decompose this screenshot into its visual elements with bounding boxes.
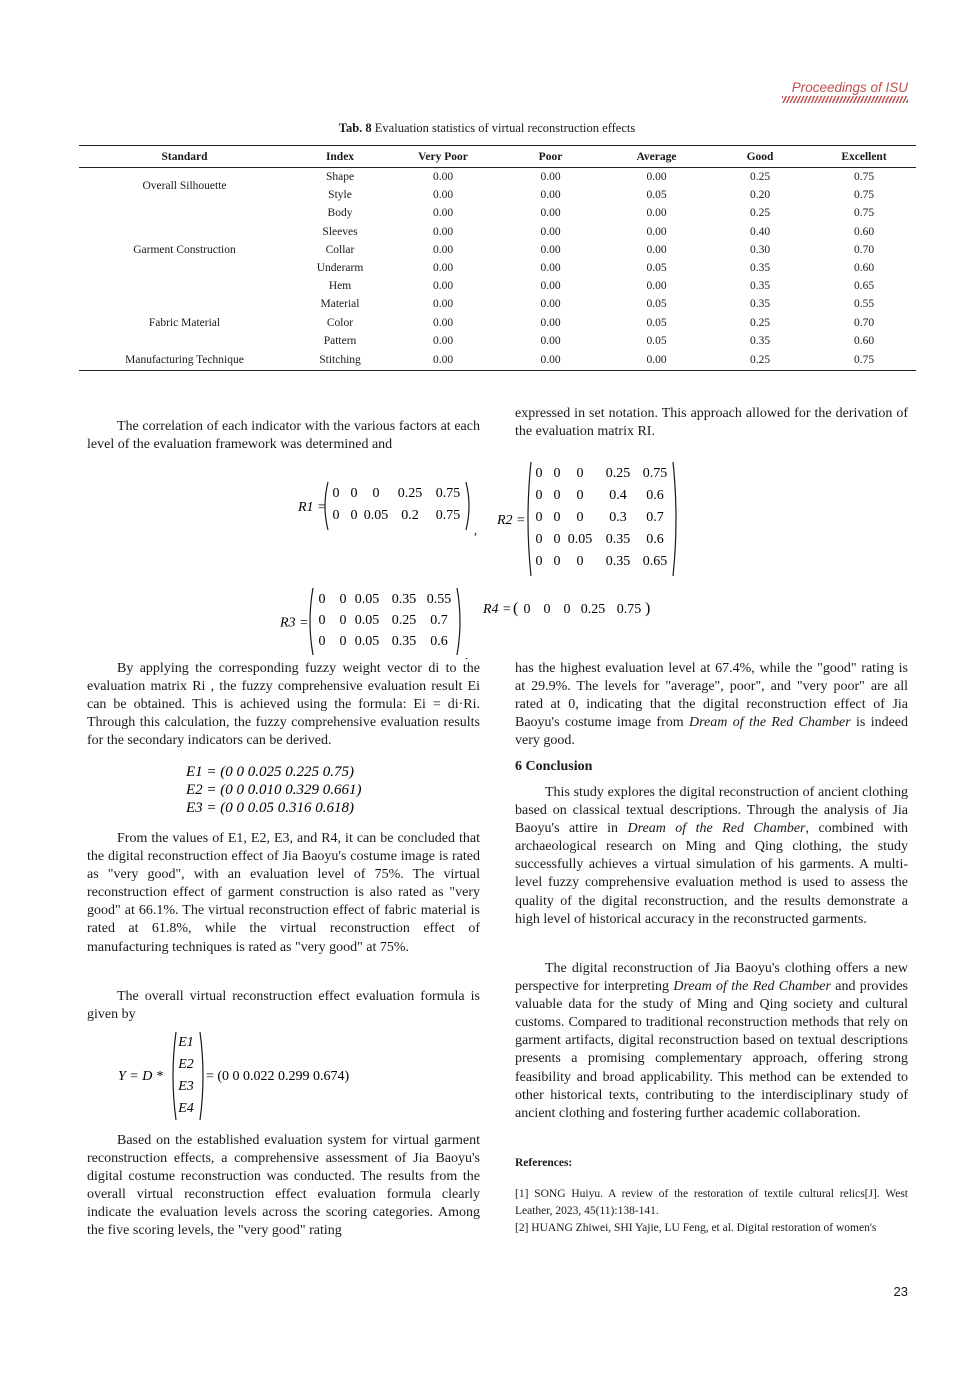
conclusion-paragraph-2 — [515, 960, 908, 1123]
section-title — [515, 758, 908, 776]
table-row — [79, 350, 916, 371]
value-cell: 0.00 — [432, 189, 454, 202]
matrix-r1-svg — [298, 478, 493, 538]
matrix-entry: 0 — [339, 592, 347, 607]
left-paragraph-2 — [87, 660, 480, 750]
paragraph-text: By applying the corresponding fuzzy weight vector di to the evaluation matrix Ri , the fuzzy comprehensive evaluation result Ei can be obtained. This is achieved using the formula: Ei = di·Ri. Through this calculation, the fuzzy comprehensive evaluation results for the secondary indicators can be derived. — [87, 661, 480, 749]
paragraph-text: The overall virtual reconstruction effect evaluation formula is given by — [87, 989, 480, 1023]
matrix-entry: 0.05 — [354, 634, 380, 649]
value-cell: 0.00 — [540, 262, 561, 275]
value-cell: 0.00 — [540, 207, 561, 220]
value-cell: 0.00 — [432, 316, 454, 329]
equations-e — [186, 760, 426, 825]
value-cell: 0.00 — [540, 189, 561, 202]
comma: , — [681, 569, 684, 576]
matrix-entry: 0 — [553, 488, 561, 503]
matrix-entry: 0 — [535, 554, 543, 569]
matrix-entry: 0.35 — [605, 532, 631, 547]
matrix-entry: 0.65 — [642, 554, 668, 569]
formula-rhs: = (0 0 0.022 0.299 0.674) — [206, 1069, 350, 1084]
matrix-entry: 0 — [318, 634, 326, 649]
index-cell: Color — [326, 316, 354, 329]
value-cell: 0.25 — [749, 207, 771, 220]
value-cell: 0.75 — [853, 171, 875, 184]
reference-item: [2] HUANG Zhiwei, SHI Yajie, LU Feng, et al. Digital restoration of women's — [515, 1222, 877, 1235]
value-cell: 0.00 — [432, 262, 454, 275]
matrix-entry: 0.05 — [363, 508, 389, 523]
value-cell: 0.00 — [432, 334, 454, 347]
value-cell: 0.75 — [853, 207, 875, 220]
matrix-r3 — [280, 584, 480, 664]
matrix-entry: 0.3 — [609, 510, 627, 525]
paragraph-text: is indeed very good. — [515, 715, 909, 749]
value-cell: 0.00 — [496, 350, 605, 371]
vector-entry: 0 — [543, 602, 551, 617]
matrix-entry: 0 — [535, 510, 543, 525]
paragraph-text: From the values of E1, E2, E3, and R4, it can be concluded that the digital reconstruction effect of Jia Baoyu's costume image is rated as "very good", with an evaluation level of 75%. The virtual reconstruction effect of garment construction is also rated as "very good" at 66.1%. The virtual reconstruction effect of fabric material is rated at 61.8%, while the virtual reconstruction effect of manufacturing techniques is rated as "very good" at 75%. — [87, 831, 480, 955]
matrix-entry: 0 — [535, 466, 543, 481]
matrix-entry: 0 — [576, 554, 584, 569]
value-cell: 0.00 — [432, 243, 454, 256]
value-cell: 0.00 — [540, 243, 561, 256]
index-cell: Underarm — [316, 262, 364, 275]
matrix-entry: 0.2 — [401, 508, 419, 523]
value-cell: 0.00 — [432, 207, 454, 220]
vector-entry: 0 — [523, 602, 531, 617]
journal-header — [782, 80, 908, 103]
section-heading: 6 Conclusion — [515, 759, 593, 774]
standard-cell: Overall Silhouette — [142, 180, 227, 193]
index-cell: Stitching — [290, 350, 390, 371]
reference-item: [1] SONG Huiyu. A review of the restoration of textile cultural relics[J]. West Leather, 2023, 45(11):138-141. — [515, 1188, 908, 1218]
value-cell: 0.25 — [708, 350, 812, 371]
matrix-bracket — [325, 482, 328, 530]
value-cell: 0.30 — [749, 243, 771, 256]
references — [515, 1154, 908, 1237]
matrix-entry: 0.55 — [426, 592, 452, 607]
table-caption-text: Evaluation statistics of virtual reconstruction effects — [371, 121, 636, 135]
book-title: Dream of the Red Chamber — [673, 979, 831, 995]
matrix-entry: 0.05 — [354, 592, 380, 607]
matrix-entry: 0.35 — [391, 634, 417, 649]
matrix-entry: 0 — [339, 634, 347, 649]
paragraph-text: Based on the established evaluation system for virtual garment reconstruction effects, a comprehensive assessment of Jia Baoyu's digital costume reconstruction was conducted. The results from the overall virtual reconstruction effect evaluation formula clearly indicate the evaluation levels across the scoring categories. Among the five scoring levels, the "very good" rating — [87, 1133, 480, 1239]
table-header-cell: Standard — [79, 146, 290, 168]
value-cell: 0.00 — [432, 225, 454, 238]
value-cell: 0.55 — [853, 298, 875, 311]
value-cell: 0.00 — [540, 171, 561, 184]
matrix-label: R2 = — [497, 513, 526, 528]
value-cell: 0.00 — [540, 316, 561, 329]
book-title: Dream of the Red Chamber — [627, 821, 806, 837]
equation-y-svg — [118, 1028, 418, 1124]
index-cell: Shape — [325, 171, 355, 184]
matrix-entry: 0.25 — [397, 486, 423, 501]
right-paragraph-2 — [515, 660, 908, 750]
value-cell: 0.00 — [540, 280, 561, 293]
matrix-bracket — [528, 462, 531, 576]
equation-line: E3 = (0 0 0.05 0.316 0.618) — [186, 800, 355, 816]
paragraph-text: The digital reconstruction of Jia Baoyu's clothing offers a new perspective for interpreting — [515, 961, 908, 995]
matrix-label: R1 = — [298, 500, 327, 515]
comma: , — [474, 523, 477, 537]
value-cell: 0.35 — [749, 262, 771, 275]
vector-entry: 0 — [563, 602, 571, 617]
index-cell: Pattern — [323, 334, 357, 347]
value-cell: 0.05 — [646, 262, 667, 275]
table-row — [79, 295, 916, 313]
vector-entry: E2 — [178, 1057, 194, 1072]
index-cell: Sleeves — [322, 225, 358, 238]
paragraph-text: expressed in set notation. This approach allowed for the derivation of the evaluation matrix RI. — [515, 406, 908, 440]
table-row — [79, 168, 916, 187]
value-cell: 0.60 — [853, 334, 875, 347]
matrix-entry: 0.4 — [609, 488, 627, 503]
equation-y — [118, 1028, 418, 1129]
left-paragraph-3 — [87, 830, 480, 957]
value-cell: 0.00 — [432, 280, 454, 293]
matrix-entry: 0.05 — [354, 613, 380, 628]
value-cell: 0.05 — [646, 316, 667, 329]
value-cell: 0.60 — [853, 262, 875, 275]
value-cell: 0.70 — [853, 316, 875, 329]
matrix-bracket — [200, 1032, 203, 1120]
value-cell: 0.75 — [812, 350, 916, 371]
matrix-entry: 0.35 — [605, 554, 631, 569]
vector-entry: 0.75 — [616, 602, 642, 617]
value-cell: 0.00 — [646, 207, 667, 220]
matrix-r1 — [298, 478, 493, 543]
matrix-entry: 0 — [535, 488, 543, 503]
matrix-bracket — [457, 588, 460, 655]
matrix-entry: 0 — [576, 488, 584, 503]
matrix-entry: 0.75 — [435, 508, 461, 523]
paragraph-text: and provides valuable data for the study of Ming and Qing society and cultural customs. Compared to traditional reconstruction methods that rely on garment artifacts, digital reconstruction based on textual descriptions presents a promising complementary approach, offering strong feasibility and broad applicability. This method can be extended to other historical texts, contributing to the interdisciplinary study of ancient clothing and fostering further academic collaboration. — [515, 979, 908, 1121]
matrix-entry: 0 — [372, 486, 380, 501]
index-cell: Material — [320, 298, 360, 311]
vector-r4-svg — [483, 595, 673, 623]
book-title: Dream of the Red Chamber — [689, 715, 851, 731]
equation-line: E1 = (0 0 0.025 0.225 0.75) — [186, 764, 355, 780]
matrix-bracket — [673, 462, 676, 576]
value-cell: 0.35 — [749, 280, 771, 293]
matrix-entry: 0.25 — [605, 466, 631, 481]
value-cell: 0.05 — [646, 298, 667, 311]
table-header-cell: Average — [605, 146, 708, 168]
matrix-label: R3 = — [280, 615, 309, 631]
matrix-entry: 0.35 — [391, 592, 417, 607]
value-cell: 0.05 — [646, 189, 667, 202]
matrix-bracket — [310, 588, 313, 655]
table-header-cell: Excellent — [812, 146, 916, 168]
matrix-entry: 0 — [553, 532, 561, 547]
matrix-entry: 0 — [339, 613, 347, 628]
value-cell: 0.00 — [540, 298, 561, 311]
table-body — [79, 168, 916, 371]
left-paragraph-5 — [87, 1132, 480, 1241]
matrix-r3-svg — [280, 584, 480, 659]
evaluation-table — [79, 145, 916, 371]
vector-bracket: ) — [645, 600, 651, 617]
equations-e-svg — [186, 760, 426, 820]
matrix-entry: 0 — [318, 592, 326, 607]
journal-stripe — [782, 96, 908, 103]
vector-entry: 0.25 — [580, 602, 606, 617]
equation-line: E2 = (0 0 0.010 0.329 0.661) — [186, 782, 362, 798]
index-cell: Body — [327, 207, 353, 220]
matrix-entry: 0 — [535, 532, 543, 547]
table-header-cell: Very Poor — [390, 146, 496, 168]
index-cell: Hem — [328, 280, 352, 293]
matrix-entry: 0.6 — [430, 634, 448, 649]
value-cell: 0.65 — [853, 280, 875, 293]
matrix-entry: 0 — [332, 486, 340, 501]
value-cell: 0.60 — [853, 225, 875, 238]
value-cell: 0.00 — [390, 350, 496, 371]
conclusion-paragraph-1 — [515, 784, 908, 929]
vector-label: R4 = — [483, 602, 512, 617]
right-paragraph-1 — [515, 405, 908, 441]
matrix-entry: 0 — [332, 508, 340, 523]
index-cell: Style — [328, 189, 352, 202]
vector-entry: E3 — [178, 1079, 194, 1094]
page-number: 23 — [893, 1284, 908, 1299]
matrix-entry: 0 — [553, 554, 561, 569]
standard-cell: Fabric Material — [148, 316, 221, 329]
left-paragraph-1 — [87, 418, 480, 454]
standard-cell: Manufacturing Technique — [79, 350, 290, 371]
table-header-row — [79, 146, 916, 168]
paragraph-text: has the highest evaluation level at 67.4%, while the "good" rating is at 29.9%. The levels for "average", poor", and "very poor" are all rated at 0, indicating that the digital reconstruction effect of Jia Baoyu's costume image from — [515, 661, 908, 731]
matrix-entry: 0 — [553, 466, 561, 481]
value-cell: 0.00 — [432, 171, 454, 184]
value-cell: 0.00 — [540, 225, 561, 238]
value-cell: 0.40 — [749, 225, 771, 238]
value-cell: 0.00 — [605, 350, 708, 371]
matrix-entry: 0.7 — [430, 613, 448, 628]
value-cell: 0.25 — [749, 316, 771, 329]
value-cell: 0.00 — [646, 243, 667, 256]
comma: , — [465, 648, 468, 659]
value-cell: 0.20 — [749, 189, 771, 202]
matrix-r2 — [497, 458, 707, 581]
journal-title: Proceedings of ISU — [791, 80, 908, 95]
table-header-cell: Poor — [496, 146, 605, 168]
matrix-entry: 0.05 — [567, 532, 593, 547]
matrix-entry: 0 — [576, 510, 584, 525]
table-caption — [0, 121, 974, 136]
value-cell: 0.35 — [749, 298, 771, 311]
matrix-entry: 0.25 — [391, 613, 417, 628]
value-cell: 0.00 — [646, 171, 667, 184]
paragraph-text: The correlation of each indicator with the various factors at each level of the evaluation framework was determined and — [87, 419, 480, 453]
references-title: References: — [515, 1157, 573, 1169]
matrix-entry: 0.6 — [646, 532, 664, 547]
table-header-cell: Index — [290, 146, 390, 168]
value-cell: 0.70 — [853, 243, 875, 256]
value-cell: 0.00 — [646, 225, 667, 238]
left-paragraph-4 — [87, 988, 480, 1024]
standard-cell: Garment Construction — [133, 243, 236, 256]
matrix-entry: 0 — [350, 486, 358, 501]
matrix-entry: 0 — [318, 613, 326, 628]
index-cell: Collar — [325, 243, 355, 256]
vector-entry: E1 — [178, 1035, 194, 1050]
matrix-entry: 0 — [553, 510, 561, 525]
value-cell: 0.25 — [749, 171, 771, 184]
formula-lhs: Y = D * — [118, 1069, 163, 1084]
vector-entry: E4 — [178, 1101, 194, 1116]
value-cell: 0.05 — [646, 334, 667, 347]
value-cell: 0.00 — [646, 280, 667, 293]
matrix-entry: 0.75 — [642, 466, 668, 481]
vector-r4 — [483, 595, 673, 628]
paragraph-text: This study explores the digital reconstruction of ancient clothing based on classical textual descriptions. Through the analysis of Jia Baoyu's attire in — [515, 785, 908, 837]
matrix-entry: 0.6 — [646, 488, 664, 503]
table-header-cell: Good — [708, 146, 812, 168]
matrix-r2-svg — [497, 458, 707, 576]
matrix-entry: 0.7 — [646, 510, 664, 525]
matrix-entry: 0 — [350, 508, 358, 523]
value-cell: 0.00 — [432, 298, 454, 311]
value-cell: 0.75 — [853, 189, 875, 202]
table-row — [79, 204, 916, 222]
matrix-entry: 0.75 — [435, 486, 461, 501]
value-cell: 0.35 — [749, 334, 771, 347]
value-cell: 0.00 — [540, 334, 561, 347]
matrix-bracket — [466, 482, 469, 530]
table-caption-label: Tab. 8 — [338, 121, 372, 135]
matrix-entry: 0 — [576, 466, 584, 481]
matrix-bracket — [173, 1032, 176, 1120]
paragraph-text: , combined with archaeological research on Ming and Qing clothing, the study successfully achieves a virtual simulation of his garments. A multi-level fuzzy comprehensive evaluation method is used to assess the quality of the digital reconstruction, and the results demonstrate a high level of historical accuracy in the reconstructed garments. — [515, 821, 908, 927]
vector-bracket: ( — [513, 600, 519, 617]
